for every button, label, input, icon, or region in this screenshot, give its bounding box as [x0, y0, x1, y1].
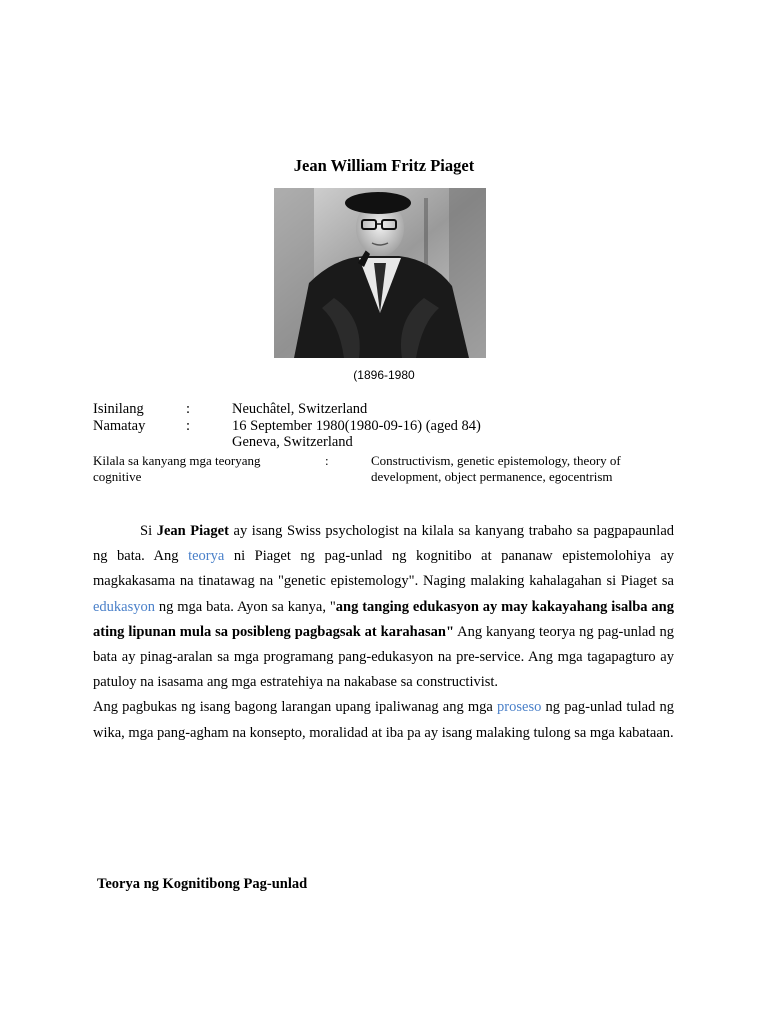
body-paragraph: [93, 519, 674, 695]
death-separator: :: [186, 417, 191, 434]
known-for-label: Kilala sa kanyang mga teoryang cognitive: [93, 453, 261, 484]
body-text-span: Ang pagbukas ng isang bagong larangan upang ipaliwanag ang mga: [93, 699, 498, 716]
teorya-link[interactable]: teorya: [188, 548, 225, 565]
body-text-span: Ang kanyang teorya ng pag-unlad ng bata ay pinag-aralan sa mga programang pang-edukasyon na pre-service. Ang mga tagapagturo ay patuloy na isasama ang mga estratehiya na nakabase sa constructivist.: [93, 623, 674, 691]
death-date-value: 16 September 1980(1980-09-16) (aged 84): [232, 417, 481, 434]
piaget-quote: ang tanging edukasyon ay may kakayahang isalba ang ating lipunan mula sa posibleng pagbagsak at karahasan": [93, 598, 674, 640]
birth-separator: :: [186, 401, 191, 417]
birth-value: Neuchâtel, Switzerland: [232, 401, 368, 417]
portrait-photo: [274, 188, 486, 358]
body-text-span: ng pag-unlad tulad ng wika, mga pang-agham na konsepto, moralidad at iba pa ay isang malaking tulong sa mga kabataan.: [93, 699, 674, 741]
section-heading: Teorya ng Kognitibong Pag-unlad: [97, 876, 308, 892]
known-for-separator: :: [325, 453, 329, 468]
body-text-span: Si: [140, 523, 157, 539]
edukasyon-link[interactable]: edukasyon: [93, 598, 156, 615]
body-paragraph-2: [93, 695, 674, 745]
body-text-span: ni Piaget ng pag-unlad ng kognitibo at pananaw epistemolohiya ay magkakasama na tinatawag na "genetic epistemology". Naging malaking kahalagahan si Piaget sa: [93, 548, 675, 590]
body-text: [93, 519, 674, 746]
birth-label: Isinilang: [93, 401, 144, 417]
piaget-name: Jean Piaget: [156, 523, 229, 539]
death-place-value: Geneva, Switzerland: [232, 434, 353, 450]
lifespan-caption: (1896-1980: [353, 368, 415, 382]
proseso-link[interactable]: proseso: [497, 699, 542, 716]
body-text-span: ay isang Swiss psychologist na kilala sa kanyang trabaho sa pagpapaunlad ng bata. Ang: [93, 523, 675, 565]
body-text-span: ng mga bata. Ayon sa kanya, ": [155, 598, 336, 615]
death-label: Namatay: [93, 417, 146, 434]
page-title: Jean William Fritz Piaget: [293, 156, 475, 175]
known-for-value: Constructivism, genetic epistemology, theory of development, object permanence, egocentrism: [371, 453, 621, 484]
